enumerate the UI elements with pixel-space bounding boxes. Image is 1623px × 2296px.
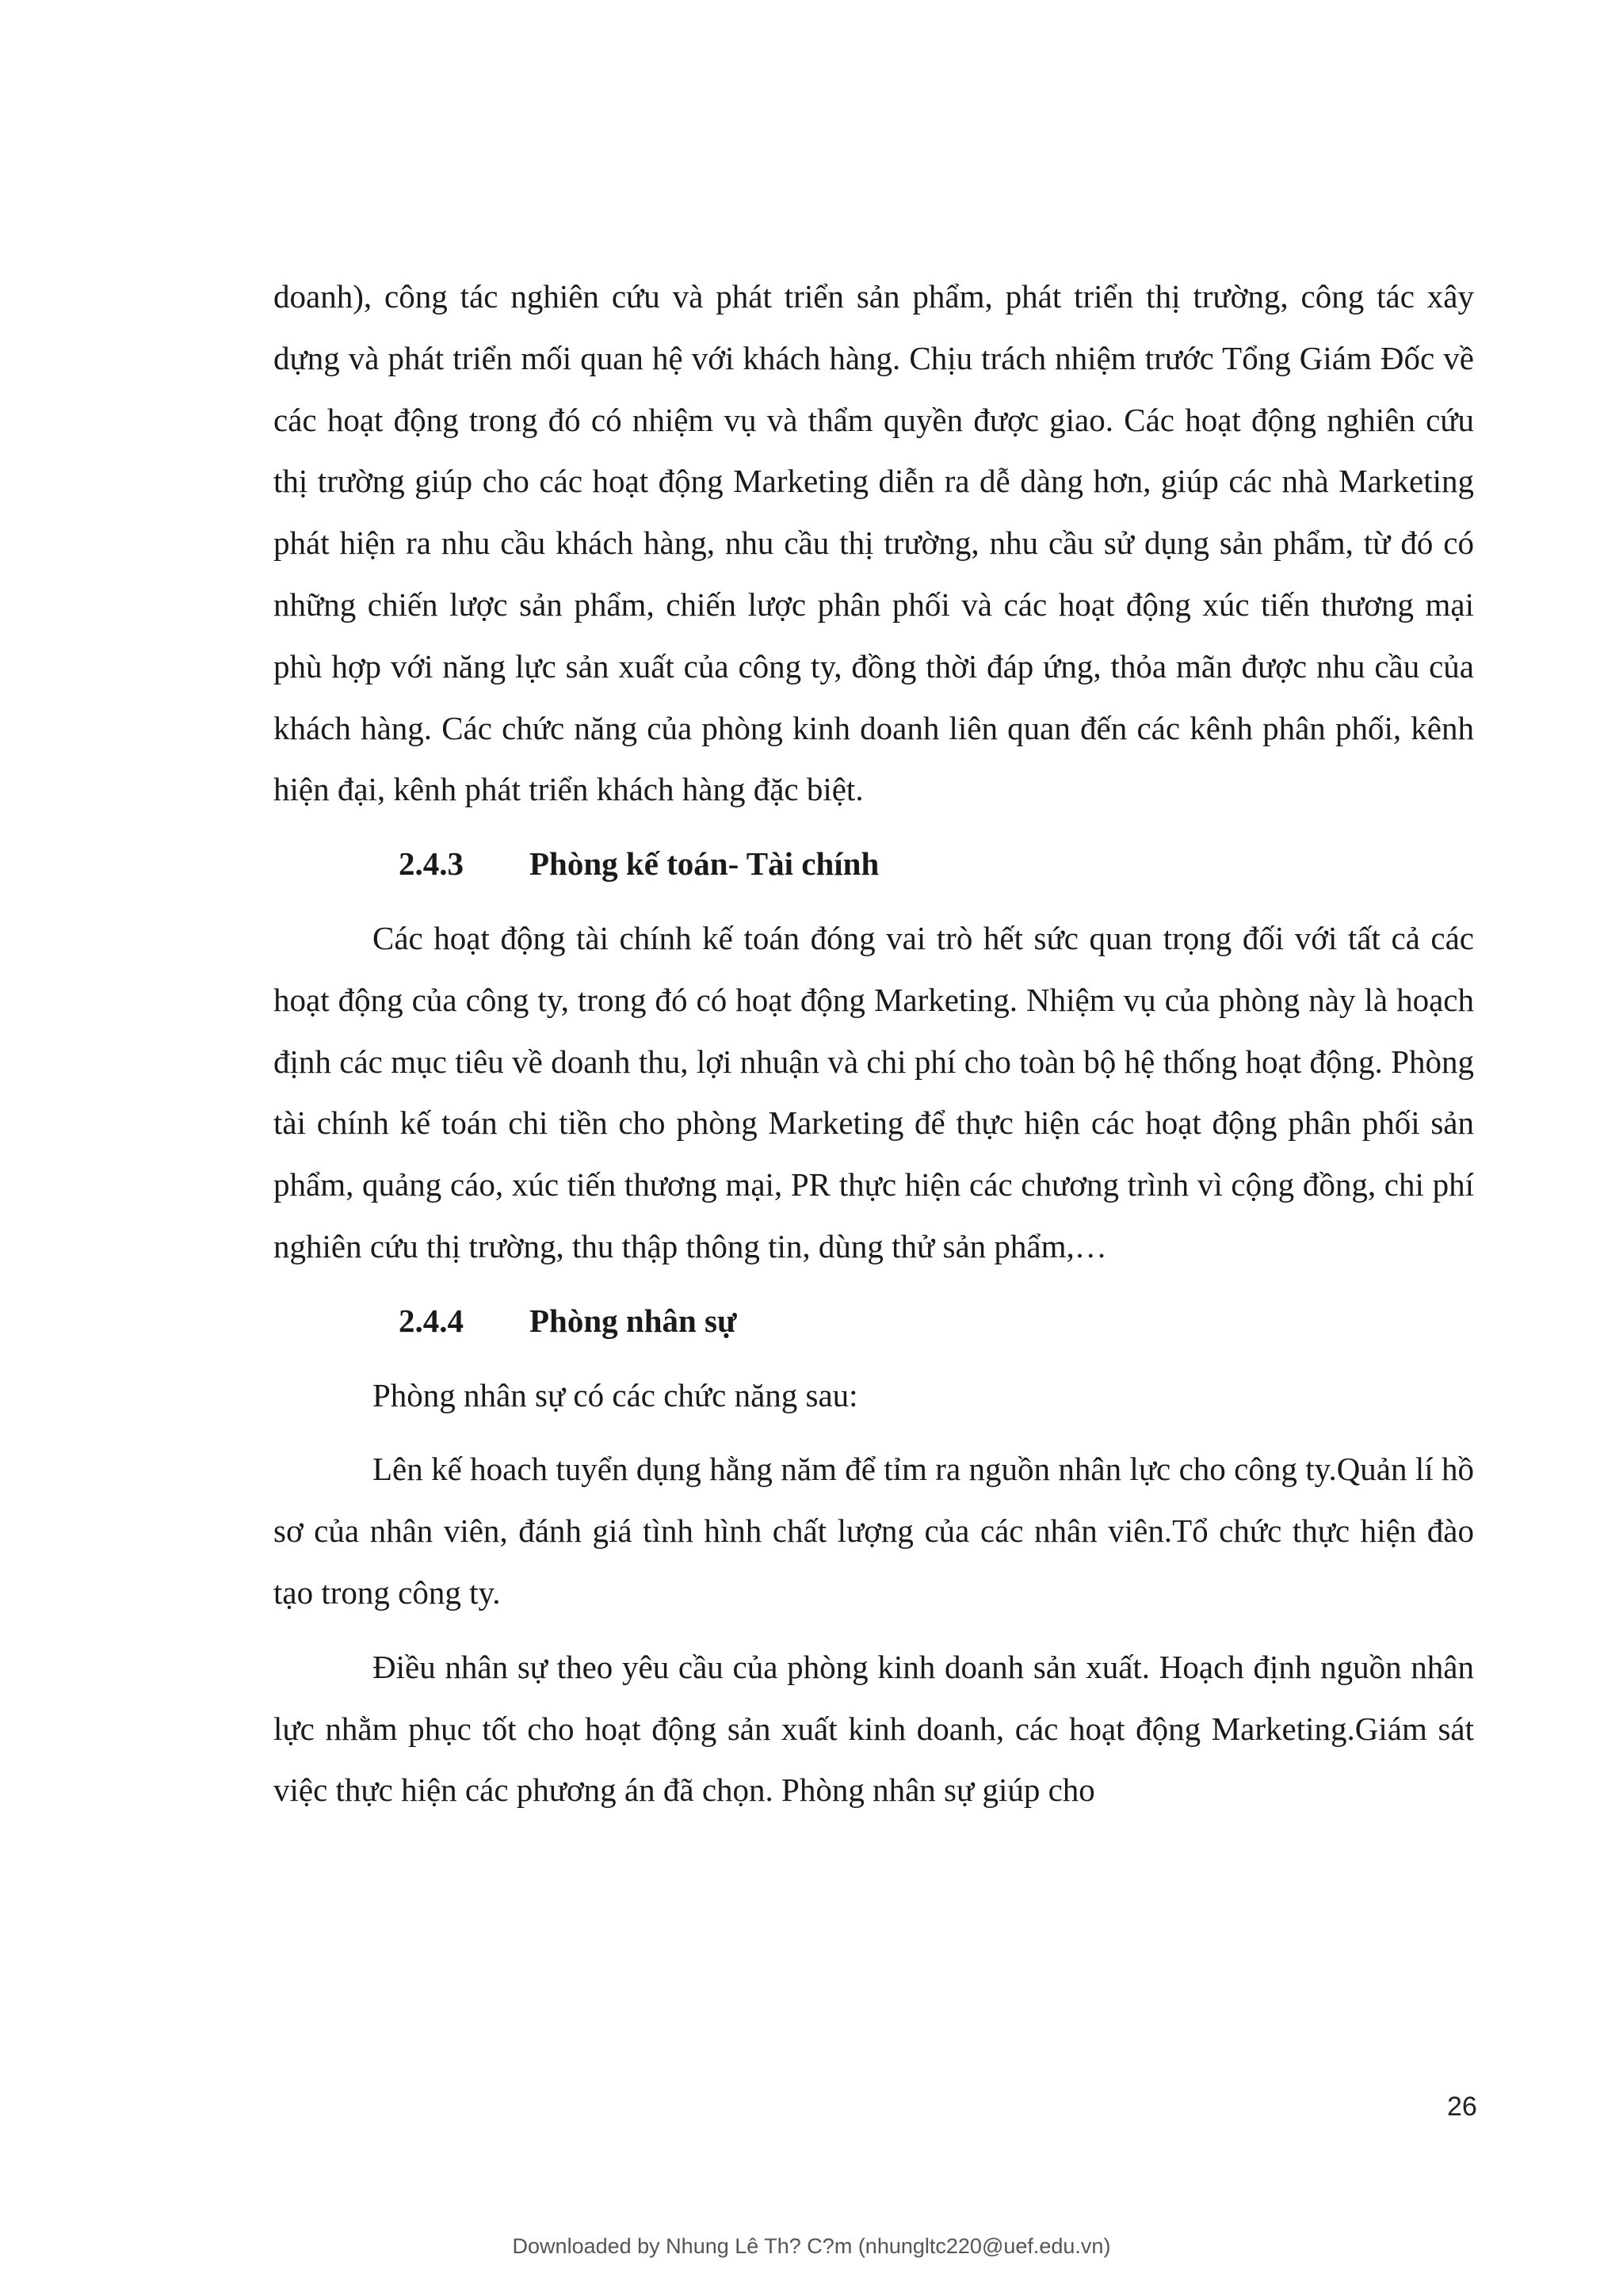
section-2-4-4-para-2: Điều nhân sự theo yêu cầu của phòng kinh doanh sản xuất. Hoạch định nguồn nhân lực nhằm phục tốt cho hoạt động sản xuất kinh doanh, các hoạt động Marketing.Giám sát việc thực hiện các phương án đã chọn. Phòng nhân sự giúp cho	[273, 1648, 1474, 1809]
section-2-4-4-para-1: Lên kế hoach tuyển dụng hằng năm để tỉm ra nguồn nhân lực cho công ty.Quản lí hồ sơ của nhân viên, đánh giá tình hình chất lượng của các nhân viên.Tổ chức thực hiện đào tạo trong công ty.	[273, 1451, 1474, 1611]
body-paragraph-continuation: doanh), công tác nghiên cứu và phát triển sản phẩm, phát triển thị trường, công tác xây dựng và phát triển mối quan hệ với khách hàng. Chịu trách nhiệm trước Tổng Giám Đốc về các hoạt động trong đó có nhiệm vụ và thẩm quyền được giao. Các hoạt động nghiên cứu thị trường giúp cho các hoạt động Marketing diễn ra dễ dàng hơn, giúp các nhà Marketing phát hiện ra nhu cầu khách hàng, nhu cầu thị trường, nhu cầu sử dụng sản phẩm, từ đó có những chiến lược sản phẩm, chiến lược phân phối và các hoạt động xúc tiến thương mại phù hợp với năng lực sản xuất của công ty, đồng thời đáp ứng, thỏa mãn được nhu cầu của khách hàng. Các chức năng của phòng kinh doanh liên quan đến các kênh phân phối, kênh hiện đại, kênh phát triển khách hàng đặc biệt.	[273, 278, 1474, 808]
page-number: 26	[1447, 2092, 1477, 2122]
section-heading-2-4-4	[273, 1291, 1474, 1352]
section-heading-2-4-3	[273, 833, 1474, 895]
section-2-4-3-body: Các hoạt động tài chính kế toán đóng vai trò hết sức quan trọng đối với tất cả các hoạt động của công ty, trong đó có hoạt động Marketing. Nhiệm vụ của phòng này là hoạch định các mục tiêu về doanh thu, lợi nhuận và chi phí cho toàn bộ hệ thống hoạt động. Phòng tài chính kế toán chi tiền cho phòng Marketing để thực hiện các hoạt động phân phối sản phẩm, quảng cáo, xúc tiến thương mại, PR thực hiện các chương trình vì cộng đồng, chi phí nghiên cứu thị trường, thu thập thông tin, dùng thử sản phẩm,…	[273, 919, 1474, 1264]
section-number: 2.4.3	[399, 845, 464, 883]
section-2-4-4-intro: Phòng nhân sự có các chức năng sau:	[372, 1376, 858, 1413]
section-title: Phòng kế toán- Tài chính	[529, 845, 880, 883]
download-footer: Downloaded by Nhung Lê Th? C?m (nhungltc220@uef.edu.vn)	[512, 2234, 1111, 2258]
section-title: Phòng nhân sự	[529, 1302, 737, 1339]
page-content	[273, 266, 1474, 1821]
section-number: 2.4.4	[399, 1302, 464, 1339]
